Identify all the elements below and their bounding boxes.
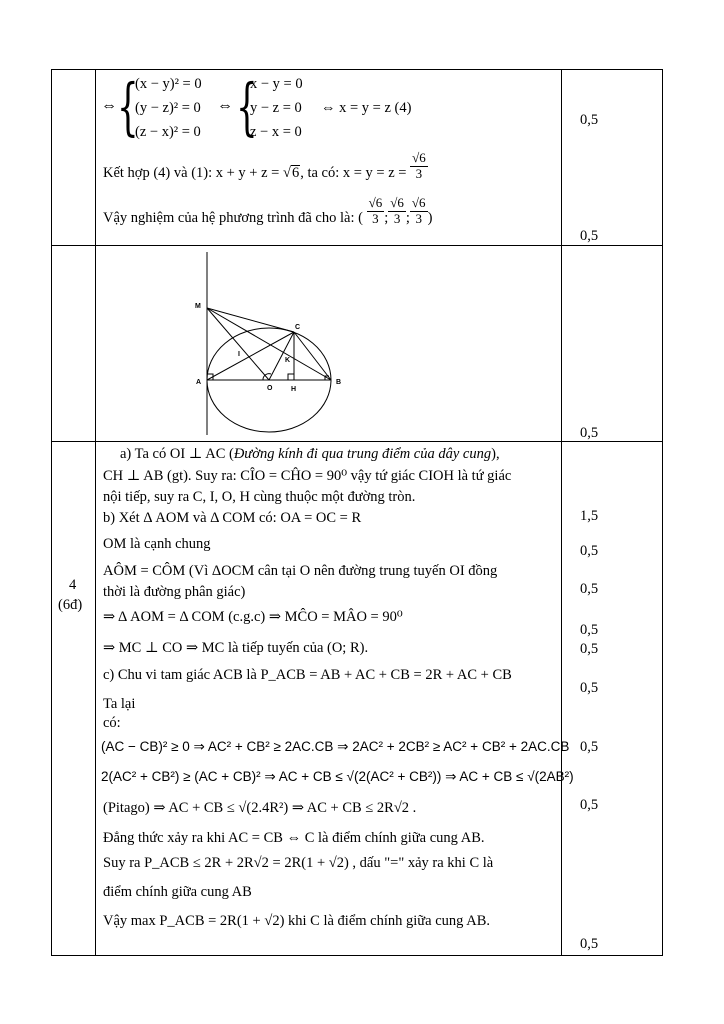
- equivalence-arrow: ⇔: [101, 97, 117, 114]
- system1-eq1: (x − y)² = 0: [135, 76, 202, 92]
- part-c-line-3: có:: [103, 715, 121, 731]
- solution-text: Vậy nghiệm của hệ phương trình đã cho là: (: [103, 210, 363, 226]
- left-brace-2: {: [236, 70, 258, 143]
- label-c: C: [295, 324, 301, 331]
- row-divider-1: [51, 245, 663, 246]
- segment-mo: [207, 308, 269, 380]
- part-b-line-6: ⇒ MC ⊥ CO ⇒ MC là tiếp tuyến của (O; R).: [103, 640, 369, 656]
- solution-x-num: √6: [368, 195, 383, 211]
- part-a-line-2: CH ⊥ AB (gt). Suy ra: CÎO = CĤO = 90⁰ vậy tứ giác CIOH là tứ giác: [103, 468, 512, 484]
- label-i: I: [238, 351, 240, 358]
- label-h: H: [291, 386, 297, 393]
- solution-y-num: √6: [390, 195, 404, 211]
- right-angle-h: [288, 374, 294, 380]
- system2-conclusion: ⇔ x = y = z (4): [321, 100, 412, 116]
- part-b-line-2: OM là cạnh chung: [103, 536, 211, 552]
- problem-points: (6đ): [58, 597, 83, 613]
- label-k: K: [285, 357, 291, 364]
- table-top-border: [51, 69, 663, 70]
- system1-eq2: (y − z)² = 0: [135, 100, 201, 116]
- part-a-close: ),: [491, 446, 500, 462]
- system1-eq3: (z − x)² = 0: [135, 124, 201, 140]
- label-a: A: [196, 379, 202, 386]
- score-row1-b: 0,5: [580, 228, 599, 244]
- left-brace-1: {: [117, 70, 139, 143]
- part-c-line-6: (Pitago) ⇒ AC + CB ≤ √(2.4R²) ⇒ AC + CB ≤ 2R√2 .: [103, 800, 417, 816]
- table-right-border: [662, 69, 663, 956]
- solution-z: [410, 196, 428, 227]
- score-6: 0,5: [580, 680, 599, 696]
- solution-x-den: 3: [372, 211, 379, 227]
- fraction-denominator: 3: [415, 166, 423, 182]
- solution-y-den: 3: [393, 211, 401, 227]
- combine-tail: , ta có: x = y = z =: [300, 165, 407, 181]
- solution-line: [103, 195, 433, 227]
- part-c-line-4: (AC − CB)² ≥ 0 ⇒ AC² + CB² ≥ 2AC.CB ⇒ 2AC² + 2CB² ≥ AC² + CB² + 2AC.CB: [101, 739, 570, 754]
- table-bottom-border: [51, 955, 663, 956]
- part-c-line-2: Ta lại: [103, 696, 136, 712]
- part-a-line-3: nội tiếp, suy ra C, I, O, H cùng thuộc một đường tròn.: [103, 489, 416, 505]
- combine-line: [103, 150, 428, 182]
- sqrt-six: √6: [282, 165, 300, 181]
- part-b-line-1: b) Xét Δ AOM và Δ COM có: OA = OC = R: [103, 510, 362, 526]
- score-7: 0,5: [580, 739, 599, 755]
- score-1: 1,5: [580, 508, 599, 524]
- part-c-line-1: c) Chu vi tam giác ACB là P_ACB = AB + AC + CB = 2R + AC + CB: [103, 667, 512, 683]
- segment-mc: [207, 308, 294, 332]
- solution-x: [367, 196, 385, 227]
- part-c-line-5: 2(AC² + CB²) ≥ (AC + CB)² ⇒ AC + CB ≤ √(2(AC² + CB²)) ⇒ AC + CB ≤ √(2AB²): [101, 769, 574, 784]
- problem-number: 4: [69, 577, 77, 593]
- part-a-reason: Đường kính đi qua trung điểm của dây cung: [233, 446, 492, 462]
- part-c-line-8: Suy ra P_ACB ≤ 2R + 2R√2 = 2R(1 + √2) , dấu "=" xảy ra khi C là: [103, 855, 494, 871]
- separator-2: ;: [405, 210, 410, 226]
- score-figure: 0,5: [580, 425, 599, 441]
- part-a-line-1: [120, 446, 500, 463]
- part-b-line-3: AÔM = CÔM (Vì ΔOCM cân tại O nên đường trung tuyến OI đồng: [103, 563, 498, 579]
- label-b: B: [336, 379, 342, 386]
- score-4: 0,5: [580, 622, 599, 638]
- score-2: 0,5: [580, 543, 599, 559]
- column-divider-1: [95, 69, 96, 956]
- geometry-figure: [190, 250, 350, 435]
- score-8: 0,5: [580, 797, 599, 813]
- solution-y: [388, 196, 406, 227]
- score-3: 0,5: [580, 581, 599, 597]
- label-m: M: [195, 303, 201, 310]
- row-divider-2: [51, 441, 663, 442]
- score-5: 0,5: [580, 641, 599, 657]
- part-b-line-5: ⇒ Δ AOM = Δ COM (c.g.c) ⇒ MĈO = MÂO = 90⁰: [103, 609, 403, 625]
- separator-1: ;: [384, 210, 389, 226]
- part-b-line-4: thời là đường phân giác): [103, 584, 246, 600]
- score-row1-a: 0,5: [580, 112, 599, 128]
- sqrt-six-radicand: 6: [291, 165, 300, 181]
- part-c-line-7: Đẳng thức xảy ra khi AC = CB ⇔ C là điểm chính giữa cung AB.: [103, 830, 485, 846]
- solution-z-den: 3: [415, 211, 422, 227]
- score-9: 0,5: [580, 936, 599, 952]
- solution-close: ): [427, 210, 433, 226]
- solution-z-num: √6: [411, 195, 426, 211]
- system2-eq2: y − z = 0: [250, 100, 302, 116]
- part-a-text: a) Ta có OI ⊥ AC (: [120, 446, 234, 462]
- part-c-line-10: Vậy max P_ACB = 2R(1 + √2) khi C là điểm chính giữa cung AB.: [103, 913, 490, 929]
- system2-eq1: x − y = 0: [250, 76, 303, 92]
- part-c-line-9: điểm chính giữa cung AB: [103, 884, 252, 900]
- system2-eq3: z − x = 0: [250, 124, 302, 140]
- label-o: O: [267, 385, 273, 392]
- equivalence-arrow-2: ⇔: [217, 97, 233, 114]
- column-divider-2: [561, 69, 562, 956]
- fraction-sqrt6-over-3: [410, 151, 428, 182]
- combine-text: Kết hợp (4) và (1): x + y + z =: [103, 165, 280, 181]
- segment-cb: [294, 332, 331, 380]
- fraction-numerator: √6: [412, 150, 426, 166]
- table-left-border: [51, 69, 52, 956]
